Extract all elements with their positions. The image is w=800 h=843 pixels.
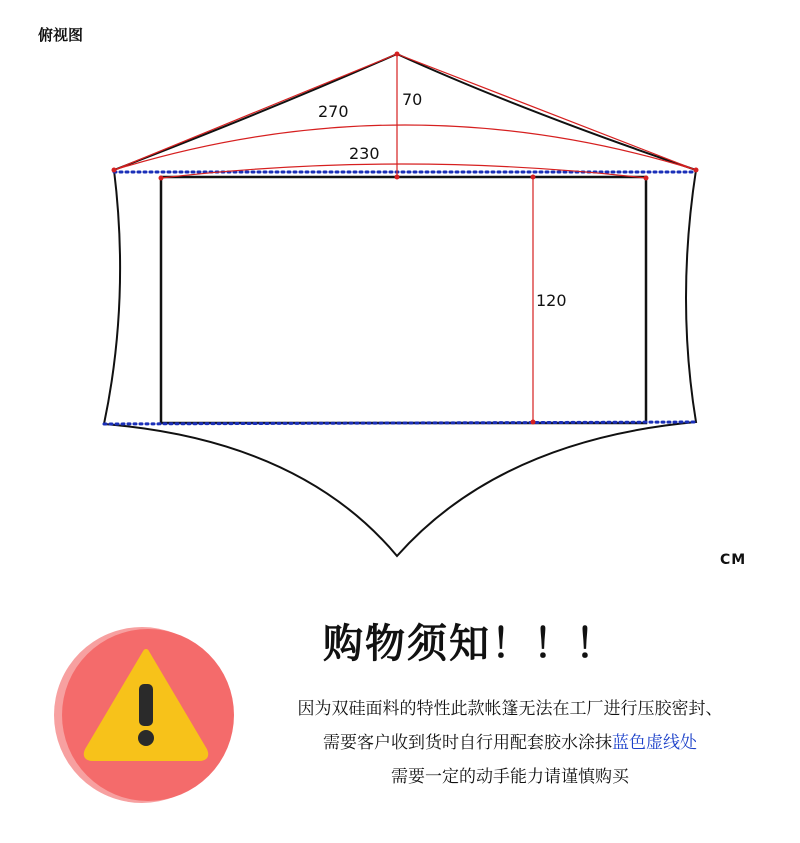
label-arc-outer: 270 [318, 102, 349, 121]
tent-outline [104, 54, 696, 556]
notice-body [240, 692, 780, 794]
notice-line-2-text: 需要客户收到货时自行用配套胶水涂抹 [323, 733, 612, 753]
warning-icon [52, 622, 238, 808]
inner-floor-rect [161, 177, 646, 423]
notice-line-2 [240, 726, 780, 760]
unit-label: CM [720, 552, 747, 568]
view-title: 俯视图 [38, 26, 84, 44]
label-peak-height: 70 [402, 90, 423, 109]
label-arc-inner: 230 [349, 144, 380, 163]
notice-heading: 购物须知！！！ [323, 621, 617, 667]
measure-arc-outer [114, 125, 696, 170]
notice-highlight-text: 蓝色虚线处 [612, 733, 697, 753]
measure-diag-right [397, 54, 696, 170]
notice-line-3: 需要一定的动手能力请谨慎购买 [391, 767, 629, 787]
label-inner-height: 120 [536, 291, 567, 310]
notice-line-1: 因为双硅面料的特性此款帐篷无法在工厂进行压胶密封、 [297, 699, 723, 719]
